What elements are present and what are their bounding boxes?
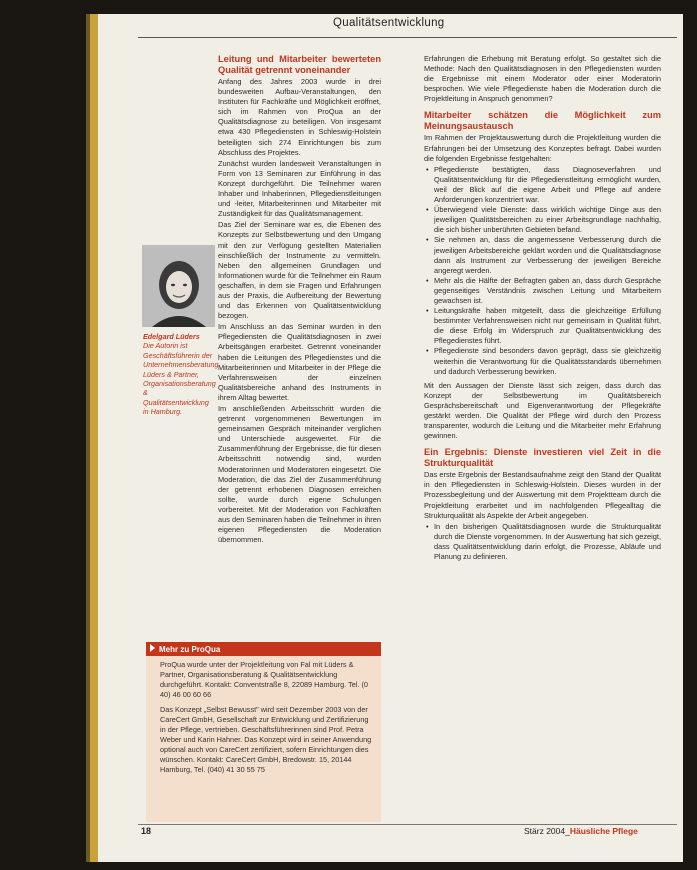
left-paragraph-3: Das Ziel der Seminare war es, die Ebenen des Konzepts zur Selbstbewertung und den Umgang mit den zur Verfügung gestellten Materialien einschließlich der Instrumente zu vermitteln. Neben den allgemeinen Grundlagen und Informationen wurde für die Teilnehmer ein Raum geschaffen, in dem sie Fragen und Erfahrungen aus der Praxis, die Aufbereitung der Bewertung und das Erkennen von Qualitätsentwicklung bezogen.	[218, 220, 381, 321]
list-item: • Mehr als die Hälfte der Befragten gaben an, dass durch Gespräche gegenseitiges Verständnis zwischen Leitung und Mitarbeitern gewachsen ist.	[434, 276, 661, 306]
magazine-issue: Stärz 2004_	[524, 826, 570, 836]
list-item: • Überwiegend viele Dienste: dass wirklich wichtige Dinge aus den jeweiligen Qualitätsbereichen zu einer Arbeitsgrundlage nachhaltig, die sich bisher unberührten Gebieten befand.	[434, 205, 661, 235]
page-number: 18	[141, 826, 152, 836]
list-item: • Leitungskräfte haben mitgeteilt, dass die gleichzeitige Erfüllung bestimmter Verfahrensweisen nicht nur gemeinsam in Qualität führt, die diese Erfolg im Widerspruch zur Qualitätsentwicklung des Pflegedienstes führt.	[434, 306, 661, 346]
left-paragraph-4: Im Anschluss an das Seminar wurden in den Pflegediensten die Qualitätsdiagnosen in zwei Arbeitsgängen erarbeitet. Getrennt voneinander haben die Leitungen des Pflegedienstes und die Mitarbeiterinnen und Mitarbeiter in der Pflege die Verfahrensweisen der einzelnen Qualitätsbereiche anhand des Instruments in ihrem Alltag bewertet.	[218, 322, 381, 402]
section-title: Qualitätsentwicklung	[333, 17, 445, 29]
list-item: • Pflegedienste bestätigten, dass Diagnoseverfahren und Qualitätsentwicklung für die Pflegedienstleitung ermöglicht wurden, weil der Blick auf die eigene Arbeit und Pflege auf andere Anforderungen konzentriert war.	[434, 165, 661, 205]
author-name: Edelgard Lüders	[143, 332, 200, 341]
portrait-photo	[142, 245, 215, 327]
results-list	[424, 522, 661, 562]
magazine-name: Häusliche Pflege	[569, 826, 638, 836]
list-item: • In den bisherigen Qualitätsdiagnosen wurde die Strukturqualität durch die Dienste vorgenommen. In der Auswertung hat sich gezeigt, dass Qualitätsentwicklung darin erfolgt, die Prozesse, Abläufe und Planung zu definieren.	[434, 522, 661, 562]
right-intro: Erfahrungen die Erhebung mit Beratung erfolgt. So gestaltet sich die Methode: Nach den Qualitätsdiagnosen in den Pflegediensten wurden die Ergebnisse mit einem Moderator oder einer Moderatorin besprochen. Wie viele Pflegedienste haben die Moderation durch die Projektleitung in Anspruch genommen?	[424, 54, 661, 104]
left-paragraph-1: Anfang des Jahres 2003 wurde in drei bundesweiten Aufbau-Veranstaltungen, den Instituten für Fachkräfte und Möglichkeit eröffnet, sich im Rahmen von ProQua an der Qualitätsdiagnose zu beteiligen. Von insgesamt etwa 430 Pflegediensten in Schleswig-Holstein beteiligten sich 274 Einrichtungen bis zum Abschluss des Projektes.	[218, 77, 381, 157]
page-footer	[98, 826, 683, 846]
left-paragraph-2: Zunächst wurden landesweit Veranstaltungen in Form von 13 Seminaren zur Einführung in das Konzept durchgeführt. Die Teilnehmer waren Inhaber und Inhaberinnen, Pflegedienstleitungen und -leiter, Mitarbeiterinnen und Mitarbeiter mit Zuständigkeit für das Qualitätsmanagement.	[218, 158, 381, 219]
right-column	[424, 54, 661, 562]
page-header	[98, 14, 683, 36]
footer-rule	[138, 824, 677, 825]
author-bio: Die Autorin ist Geschäftsführerin der Unternehmensberatung Lüders & Partner, Organisationsberatung & Qualitätsentwicklung in Hamburg.	[143, 341, 219, 417]
right-heading-2: Mitarbeiter schätzen die Möglichkeit zum Meinungsaustausch	[424, 110, 661, 131]
magazine-page	[98, 14, 683, 862]
list-item: • Pflegedienste sind besonders davon geprägt, dass sie gleichzeitig weiterhin die Verantwortung für die Qualitätsstandards übernehmen und dadurch Verbesserung bewirken.	[434, 346, 661, 376]
findings-list	[424, 165, 661, 377]
info-box-header	[146, 642, 381, 656]
right-paragraph-2: Im Rahmen der Projektauswertung durch die Projektleitung wurden die Erfahrungen bei der Umsetzung des Konzeptes befragt. Dabei wurden die folgenden Ergebnisse festgehalten:	[424, 133, 661, 163]
info-box-title: Mehr zu ProQua	[159, 645, 221, 654]
list-item: • Sie nehmen an, dass die angemessene Verbesserung durch die jeweiligen Arbeitsbereiche geklärt worden und die Qualitätsdiagnose dann als Instrument zur Verbesserung der jeweiligen Bereiche angeregt werden.	[434, 235, 661, 275]
portrait-icon	[142, 245, 215, 327]
right-paragraph-4: Das erste Ergebnis der Bestandsaufnahme zeigt den Stand der Qualität in den Pflegediensten in Schleswig-Holstein. Dieses wurden in der Prozessbegleitung und der Auswertung mit dem Projektteam durch die Projektleitung erarbeitet und im nachfolgenden Pflegealltag die Strukturqualität als Aspekte der Arbeit angegeben.	[424, 470, 661, 520]
info-box-paragraph-2: Das Konzept „Selbst Bewusst" wird seit Dezember 2003 von der CareCert GmbH, Gesellschaft zur Entwicklung und Zertifizierung in der Pflege, vertrieben. Geschäftsführerinnen sind Prof. Petra Weber und Karin Hahner. Das Konzept wird in seiner Anwendung optional auch von CareCert zertifiziert, sofern Einrichtungen dies wünschen. Kontakt: CareCert GmbH, Bredowstr. 15, 20144 Hamburg, Tel. (040) 41 30 55 75	[160, 705, 372, 774]
left-paragraph-5: Im anschließenden Arbeitsschritt wurden die getrennt vorgenommenen Bewertungen im gemeinsamen Gespräch miteinander verglichen und Unterschiede ausgewertet. Für die Zusammenführung der Ergebnisse, die für diesen Arbeitsschritt notwendig sind, wurden Moderatorinnen und Moderatoren eingesetzt. Die Moderation, die das Ziel der Zusammenführung der getrennt erhobenen Diagnosen erreichen sollte, wurde durch eigene Schulungen vorbereitet. Mit der Moderation von Fachkräften aus den Seminaren haben die Teilnehmer in ihren eigenen Pflegediensten die Moderation übernommen.	[218, 404, 381, 545]
left-heading: Leitung und Mitarbeiter bewerteten Qualität getrennt voneinander	[218, 54, 381, 75]
info-box	[146, 642, 381, 822]
author-caption	[143, 332, 219, 417]
arrow-icon	[150, 644, 155, 652]
right-heading-3: Ein Ergebnis: Dienste investieren viel Zeit in die Strukturqualität	[424, 447, 661, 468]
magazine-credit	[524, 826, 638, 836]
right-paragraph-3: Mit den Aussagen der Dienste lässt sich zeigen, dass durch das Konzept der Selbstbewertung im Qualitätsbereich Gesprächsbereitschaft und Eigenverantwortung der Pflegekräfte gestärkt werden. Die Qualität der Pflege wird durch den Prozess transparenter, wodurch die Leitung und die Mitarbeiter mehr Erfahrung gewinnen.	[424, 380, 661, 441]
info-box-paragraph-1: ProQua wurde unter der Projektleitung von Fal mit Lüders & Partner, Organisationsberatung & Qualitätsentwicklung durchgeführt. Kontakt: Conventstraße 8, 22089 Hamburg. Tel. (0 40) 46 00 60 66	[160, 660, 368, 699]
header-rule	[138, 37, 677, 38]
left-column	[218, 54, 381, 546]
info-box-body	[146, 656, 381, 784]
